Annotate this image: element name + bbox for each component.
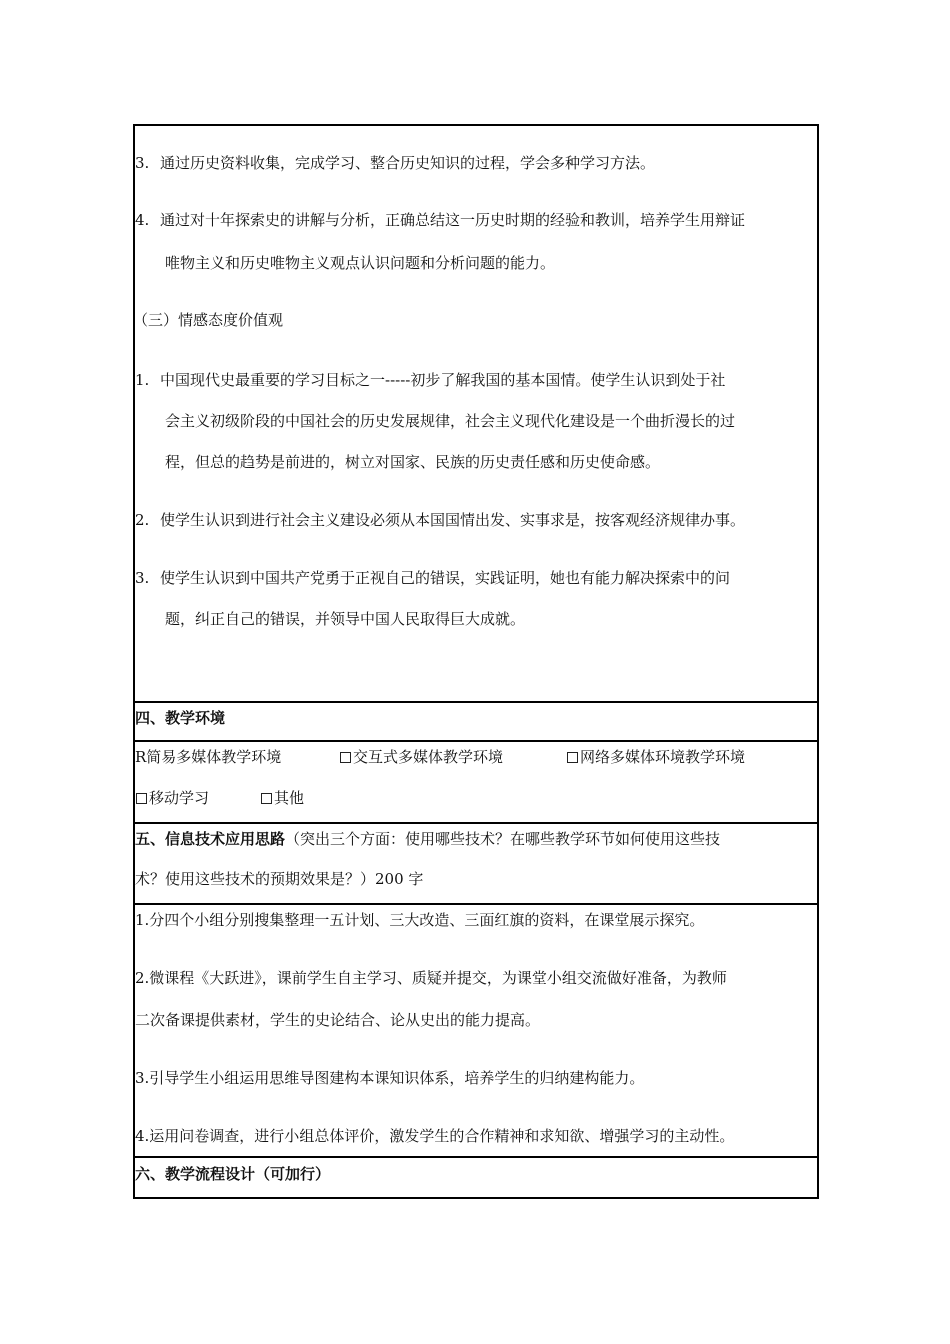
list-item-text: 会主义初级阶段的中国社会的历史发展规律，社会主义现代化建设是一个曲折漫长的过 [165, 412, 736, 430]
row-divider [133, 1156, 819, 1158]
checkbox-icon [340, 752, 351, 763]
section-title: 四、教学环境 [135, 709, 226, 727]
row-divider [133, 701, 819, 703]
option-label: 其他 [274, 789, 305, 807]
option-simple-multimedia[interactable] [135, 747, 281, 767]
section-title: 六、教学流程设计（可加行） [135, 1165, 331, 1183]
list-item-text: 唯物主义和历史唯物主义观点认识问题和分析问题的能力。 [165, 254, 556, 272]
option-label: 网络多媒体环境教学环境 [580, 748, 746, 766]
list-item-number: 2. [135, 511, 150, 529]
paragraph: 3.引导学生小组运用思维导图建构本课知识体系，培养学生的归纳建构能力。 [135, 1069, 645, 1087]
list-item-text: 程，但总的趋势是前进的，树立对国家、民族的历史责任感和历史使命感。 [165, 453, 661, 471]
option-label: 交互式多媒体教学环境 [353, 748, 504, 766]
list-item-text: 题，纠正自己的错误，并领导中国人民取得巨大成就。 [165, 610, 526, 628]
list-item-text: 通过对十年探索史的讲解与分析，正确总结这一历史时期的经验和教训，培养学生用辩证 [160, 211, 746, 229]
section-title-note: （突出三个方面：使用哪些技术？在哪些教学环节如何使用这些技 [285, 830, 721, 848]
list-item-text: 通过历史资料收集，完成学习、整合历史知识的过程，学会多种学习方法。 [160, 154, 656, 172]
paragraph: 1.分四个小组分别搜集整理一五计划、三大改造、三面红旗的资料，在课堂展示探究。 [135, 911, 705, 929]
list-item-number: 4. [135, 211, 150, 229]
list-item-text: 中国现代史最重要的学习目标之一-----初步了解我国的基本国情。使学生认识到处于社 [160, 371, 726, 389]
paragraph: 2.微课程《大跃进》，课前学生自主学习、质疑并提交，为课堂小组交流做好准备，为教师 [135, 969, 727, 987]
row-divider [133, 740, 819, 742]
checkbox-icon [261, 793, 272, 804]
option-network-multimedia[interactable] [567, 747, 745, 767]
list-item-text: 使学生认识到中国共产党勇于正视自己的错误，实践证明，她也有能力解决探索中的问 [160, 569, 731, 587]
option-interactive-multimedia[interactable] [340, 747, 503, 767]
checkbox-icon [136, 793, 147, 804]
row-divider [133, 822, 819, 824]
option-other[interactable] [261, 788, 304, 808]
paragraph: 二次备课提供素材，学生的史论结合、论从史出的能力提高。 [135, 1011, 541, 1029]
checkbox-icon [567, 752, 578, 763]
option-label: 移动学习 [149, 789, 210, 807]
section-title-note: 术？使用这些技术的预期效果是？）200 字 [135, 870, 424, 888]
list-item-number: 3. [135, 569, 150, 587]
row-divider [133, 903, 819, 905]
list-item-number: 1. [135, 371, 150, 389]
option-label: 简易多媒体教学环境 [146, 748, 282, 766]
checkbox-checked-icon: R [135, 748, 147, 766]
section-title-bold: 五、信息技术应用思路 [135, 830, 286, 848]
section-title [135, 829, 720, 849]
paragraph: 4.运用问卷调查，进行小组总体评价，激发学生的合作精神和求知欲、增强学习的主动性。 [135, 1127, 735, 1145]
sub-heading: （三）情感态度价值观 [133, 311, 284, 329]
list-item-text: 使学生认识到进行社会主义建设必须从本国国情出发、实事求是，按客观经济规律办事。 [160, 511, 746, 529]
option-mobile-learning[interactable] [136, 788, 209, 808]
list-item-number: 3. [135, 154, 150, 172]
document-table-frame [133, 124, 819, 1199]
